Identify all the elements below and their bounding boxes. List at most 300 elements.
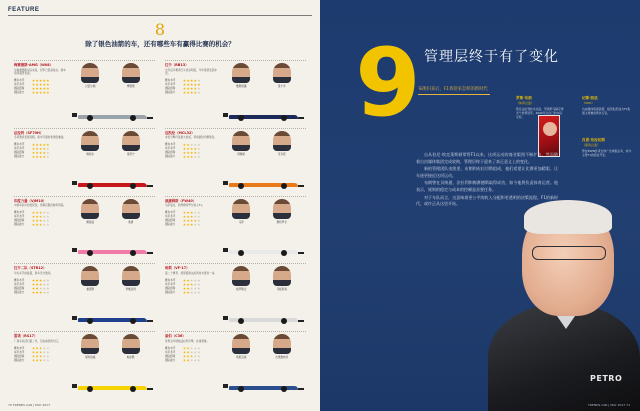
car-wing-f bbox=[147, 388, 153, 390]
stars bbox=[32, 355, 49, 358]
driver-name: 塞恩斯 bbox=[86, 288, 95, 292]
sidebar-left-title: 罗斯·布朗 bbox=[516, 96, 532, 100]
stars bbox=[183, 147, 200, 150]
driver-face-icon bbox=[232, 63, 250, 83]
rating-label: 赛车水平 bbox=[14, 143, 25, 147]
section-tag: FEATURE bbox=[8, 7, 40, 13]
sidebar-mid-text: 曾在ESPN负责全球广告销售业务，如今主管F1的商业开发。 bbox=[582, 149, 632, 158]
sidebar-top bbox=[582, 96, 632, 115]
stars bbox=[32, 215, 49, 218]
car-wing-r bbox=[72, 384, 77, 388]
stars bbox=[32, 347, 49, 350]
team-rating bbox=[165, 143, 217, 159]
wheel bbox=[130, 115, 136, 121]
star-icon bbox=[190, 291, 193, 294]
rating-row bbox=[14, 223, 66, 227]
star-icon bbox=[43, 83, 46, 86]
driver-name: 马格努森 bbox=[276, 288, 287, 292]
driver-face-icon bbox=[81, 334, 99, 354]
car-icon bbox=[72, 112, 153, 122]
stars bbox=[183, 291, 200, 294]
stars bbox=[183, 215, 200, 218]
sidebar-left-text: 曾任法拉利技术总监，带领舒马赫夺得多个世界冠军，2009年以自己的车队夺冠。 bbox=[516, 107, 564, 120]
star-icon bbox=[197, 83, 200, 86]
star-icon bbox=[43, 359, 46, 362]
star-icon bbox=[39, 87, 42, 90]
star-icon bbox=[43, 283, 46, 286]
star-icon bbox=[46, 279, 49, 282]
driver bbox=[114, 334, 148, 359]
driver bbox=[73, 63, 107, 88]
team-name: 法拉利（SF70H） bbox=[14, 130, 44, 135]
stars bbox=[32, 279, 49, 282]
team-card bbox=[14, 263, 155, 327]
rating-label: 赛车水平 bbox=[14, 78, 25, 82]
stars bbox=[183, 359, 200, 362]
star-icon bbox=[43, 279, 46, 282]
team-description: 本田引擎仍是最大短板，季前测试问题频发。 bbox=[165, 136, 217, 140]
driver-face-icon bbox=[81, 131, 99, 151]
drivers bbox=[66, 131, 155, 156]
driver bbox=[73, 131, 107, 156]
star-icon bbox=[190, 283, 193, 286]
star-icon bbox=[197, 347, 200, 350]
star-icon bbox=[197, 155, 200, 158]
star-icon bbox=[43, 91, 46, 94]
driver bbox=[265, 199, 299, 224]
rating-label: 团队能力 bbox=[14, 358, 25, 362]
driver bbox=[265, 131, 299, 156]
rating-label: 团队经验 bbox=[14, 286, 25, 290]
star-icon bbox=[187, 91, 190, 94]
team-text bbox=[14, 334, 66, 395]
wheel bbox=[87, 386, 93, 392]
sidebar-top-subtitle: （CEO） bbox=[582, 101, 595, 105]
star-icon bbox=[194, 83, 197, 86]
team-card bbox=[14, 196, 155, 260]
star-icon bbox=[39, 359, 42, 362]
rating-label: 团队经验 bbox=[14, 218, 25, 222]
driver-face-icon bbox=[122, 199, 140, 219]
driver-face-icon bbox=[273, 63, 291, 83]
driver-name: 阿隆索 bbox=[237, 152, 246, 156]
team-visual bbox=[66, 199, 155, 260]
driver bbox=[73, 199, 107, 224]
team-text bbox=[165, 266, 217, 327]
star-icon bbox=[183, 91, 186, 94]
star-icon bbox=[194, 279, 197, 282]
driver-face-icon bbox=[122, 334, 140, 354]
star-icon bbox=[197, 91, 200, 94]
car-wing-f bbox=[298, 388, 304, 390]
team-visual bbox=[66, 131, 155, 192]
drivers bbox=[66, 334, 155, 359]
star-icon bbox=[46, 355, 49, 358]
star-icon bbox=[39, 223, 42, 226]
team-text bbox=[165, 131, 217, 192]
ross-brawn-portrait bbox=[488, 200, 640, 411]
rating-label: 车手水平 bbox=[165, 82, 176, 86]
rating-label: 团队经验 bbox=[165, 286, 176, 290]
star-icon bbox=[43, 355, 46, 358]
team-text bbox=[14, 131, 66, 192]
star-icon bbox=[32, 215, 35, 218]
stars bbox=[32, 83, 49, 86]
rating-label: 车手水平 bbox=[165, 282, 176, 286]
rating-label: 车手水平 bbox=[14, 147, 25, 151]
car-wing-f bbox=[147, 185, 153, 187]
car-wing-r bbox=[72, 316, 77, 320]
star-icon bbox=[190, 87, 193, 90]
star-icon bbox=[190, 219, 193, 222]
star-icon bbox=[46, 155, 49, 158]
star-icon bbox=[183, 287, 186, 290]
star-icon bbox=[197, 287, 200, 290]
driver-name: 范多恩 bbox=[277, 152, 286, 156]
stars bbox=[183, 79, 200, 82]
drivers bbox=[66, 63, 155, 88]
star-icon bbox=[36, 79, 39, 82]
star-icon bbox=[36, 91, 39, 94]
rating-row bbox=[14, 91, 66, 95]
rating-label: 团队经验 bbox=[14, 354, 25, 358]
team-rating bbox=[165, 211, 217, 227]
star-icon bbox=[43, 147, 46, 150]
car-wing-r bbox=[223, 316, 228, 320]
driver bbox=[224, 131, 258, 156]
stars bbox=[32, 287, 49, 290]
star-icon bbox=[183, 355, 186, 358]
wheel bbox=[238, 386, 244, 392]
wheel bbox=[238, 250, 244, 256]
star-icon bbox=[183, 79, 186, 82]
body-paragraph: 布朗曾在贝纳通、法拉利和梅赛德斯取得成功，如今他将负责体育运营。他表示，规则的稳定与成本的控制是首要任务。 bbox=[416, 180, 558, 192]
stars bbox=[183, 223, 200, 226]
star-icon bbox=[46, 83, 49, 86]
team-card bbox=[14, 60, 155, 124]
star-icon bbox=[46, 79, 49, 82]
team-visual bbox=[217, 131, 306, 192]
star-icon bbox=[194, 87, 197, 90]
rating-label: 车手水平 bbox=[165, 350, 176, 354]
rating-label: 团队能力 bbox=[165, 358, 176, 362]
star-icon bbox=[43, 351, 46, 354]
team-description: 年轻车手的摇篮，新车设计激进。 bbox=[14, 271, 53, 275]
team-description: 使用去年规格法拉利引擎，处境艰难。 bbox=[165, 339, 210, 343]
stars bbox=[183, 279, 200, 282]
team-text bbox=[165, 199, 217, 260]
driver-name: 格罗斯让 bbox=[236, 288, 247, 292]
team-card bbox=[165, 196, 306, 260]
star-icon bbox=[39, 143, 42, 146]
car-wing-r bbox=[223, 181, 228, 185]
star-icon bbox=[39, 351, 42, 354]
star-icon bbox=[32, 151, 35, 154]
star-icon bbox=[36, 87, 39, 90]
star-icon bbox=[190, 155, 193, 158]
rating-label: 团队经验 bbox=[165, 354, 176, 358]
drivers bbox=[66, 199, 155, 224]
star-icon bbox=[187, 291, 190, 294]
body-paragraph: 新的管理团队由凯里、布朗和布拉切斯组成，他们希望让比赛更加精彩，让车迷更接近这项运动。 bbox=[416, 166, 558, 178]
star-icon bbox=[43, 223, 46, 226]
body-paragraph: 对于车队而言，这意味着更公平的收入分配和更透明的决策流程。F1的新时代，或许正从这里开始。 bbox=[416, 194, 558, 207]
driver bbox=[224, 266, 258, 291]
team-description: 第二个赛季，希望借助法拉利技术更进一步。 bbox=[165, 271, 217, 275]
star-icon bbox=[187, 155, 190, 158]
star-icon bbox=[39, 211, 42, 214]
star-icon bbox=[36, 355, 39, 358]
stars bbox=[32, 155, 49, 158]
rating-row bbox=[165, 290, 217, 294]
star-icon bbox=[183, 155, 186, 158]
star-icon bbox=[197, 359, 200, 362]
driver-face-icon bbox=[232, 334, 250, 354]
rating-label: 团队经验 bbox=[165, 151, 176, 155]
car-wing-r bbox=[72, 248, 77, 252]
star-icon bbox=[183, 283, 186, 286]
rating-label: 团队经验 bbox=[165, 218, 176, 222]
star-icon bbox=[32, 79, 35, 82]
car-wing-r bbox=[223, 384, 228, 388]
star-icon bbox=[194, 219, 197, 222]
star-icon bbox=[46, 151, 49, 154]
car-icon bbox=[72, 315, 153, 325]
star-icon bbox=[39, 291, 42, 294]
star-icon bbox=[36, 291, 39, 294]
star-icon bbox=[32, 211, 35, 214]
star-icon bbox=[36, 83, 39, 86]
car-icon bbox=[223, 247, 304, 257]
team-name: 红牛二队（STR12） bbox=[14, 266, 47, 271]
star-icon bbox=[194, 355, 197, 358]
car-wing-f bbox=[147, 252, 153, 254]
star-icon bbox=[183, 147, 186, 150]
team-text bbox=[165, 334, 217, 395]
star-icon bbox=[39, 355, 42, 358]
star-icon bbox=[32, 279, 35, 282]
driver-name: 佩雷兹 bbox=[86, 220, 95, 224]
star-icon bbox=[194, 91, 197, 94]
stars bbox=[32, 223, 49, 226]
car-wing-r bbox=[223, 248, 228, 252]
star-icon bbox=[43, 215, 46, 218]
star-icon bbox=[43, 79, 46, 82]
star-icon bbox=[190, 211, 193, 214]
star-icon bbox=[187, 215, 190, 218]
team-description: 去年后半赛季红牛进步明显，今年希望发起冲击。 bbox=[165, 68, 217, 76]
team-name: 梅赛德斯-AMG（W08） bbox=[14, 63, 53, 67]
star-icon bbox=[197, 279, 200, 282]
star-icon bbox=[32, 91, 35, 94]
star-icon bbox=[46, 143, 49, 146]
team-visual bbox=[217, 199, 306, 260]
star-icon bbox=[46, 287, 49, 290]
driver-name: 斯特罗尔 bbox=[276, 220, 287, 224]
car-wing-f bbox=[298, 320, 304, 322]
star-icon bbox=[197, 219, 200, 222]
driver bbox=[114, 199, 148, 224]
star-icon bbox=[194, 283, 197, 286]
star-icon bbox=[46, 283, 49, 286]
team-name: 红牛（RB13） bbox=[165, 63, 189, 67]
star-icon bbox=[39, 147, 42, 150]
star-icon bbox=[183, 87, 186, 90]
stars bbox=[32, 87, 49, 90]
team-description: 中游车队中的佼佼者，预算有限但效率很高。 bbox=[14, 204, 66, 208]
star-icon bbox=[36, 215, 39, 218]
star-icon bbox=[194, 215, 197, 218]
driver-name: 博塔斯 bbox=[126, 85, 135, 88]
driver bbox=[73, 334, 107, 359]
driver bbox=[73, 266, 107, 291]
glasses-icon bbox=[532, 246, 606, 260]
driver-name: 里卡多 bbox=[277, 85, 286, 88]
team-card bbox=[165, 60, 306, 124]
star-icon bbox=[46, 215, 49, 218]
star-icon bbox=[32, 83, 35, 86]
star-icon bbox=[187, 359, 190, 362]
rating-label: 团队能力 bbox=[14, 155, 25, 159]
driver-face-icon bbox=[273, 131, 291, 151]
rating-label: 团队经验 bbox=[14, 151, 25, 155]
star-icon bbox=[46, 87, 49, 90]
stars bbox=[183, 155, 200, 158]
driver bbox=[114, 63, 148, 88]
star-icon bbox=[36, 287, 39, 290]
team-rating bbox=[165, 346, 217, 362]
star-icon bbox=[32, 143, 35, 146]
star-icon bbox=[187, 79, 190, 82]
rating-label: 赛车水平 bbox=[165, 78, 176, 82]
driver-face-icon bbox=[81, 199, 99, 219]
car-icon bbox=[223, 383, 304, 393]
star-icon bbox=[194, 351, 197, 354]
star-icon bbox=[43, 87, 46, 90]
driver-face-icon bbox=[81, 63, 99, 83]
star-icon bbox=[187, 355, 190, 358]
driver bbox=[265, 63, 299, 88]
star-icon bbox=[43, 155, 46, 158]
star-icon bbox=[36, 351, 39, 354]
article-title: 管理层终于有了变化 bbox=[424, 49, 559, 65]
subtitle-rule bbox=[418, 94, 490, 95]
stars bbox=[183, 83, 200, 86]
car-icon bbox=[72, 247, 153, 257]
driver bbox=[224, 334, 258, 359]
wheel bbox=[281, 115, 287, 121]
star-icon bbox=[32, 87, 35, 90]
driver-face-icon bbox=[232, 199, 250, 219]
star-icon bbox=[43, 347, 46, 350]
drivers bbox=[217, 63, 306, 88]
team-visual bbox=[217, 63, 306, 124]
team-description: 对梅赛德斯车队来说，冠军已经是常态。新车延续强势表现。 bbox=[14, 68, 66, 76]
driver-name: 科维亚特 bbox=[125, 288, 136, 292]
rating-label: 团队能力 bbox=[14, 290, 25, 294]
star-icon bbox=[197, 151, 200, 154]
rating-row bbox=[165, 223, 217, 227]
stars bbox=[32, 211, 49, 214]
stars bbox=[183, 219, 200, 222]
rating-label: 团队经验 bbox=[14, 86, 25, 90]
rating-label: 团队经验 bbox=[165, 86, 176, 90]
star-icon bbox=[187, 219, 190, 222]
car-wing-f bbox=[147, 117, 153, 119]
star-icon bbox=[43, 287, 46, 290]
star-icon bbox=[36, 283, 39, 286]
star-icon bbox=[187, 287, 190, 290]
star-icon bbox=[190, 355, 193, 358]
left-page-title: 除了银色油箭的车，还有哪些车有赢得比赛的机会？ bbox=[85, 40, 235, 48]
star-icon bbox=[187, 347, 190, 350]
driver-name: 帕尔默 bbox=[126, 356, 135, 360]
team-visual bbox=[66, 334, 155, 395]
star-icon bbox=[43, 219, 46, 222]
driver-face-icon bbox=[122, 63, 140, 83]
team-visual bbox=[217, 334, 306, 395]
team-rating bbox=[165, 278, 217, 294]
hair bbox=[524, 200, 612, 234]
star-icon bbox=[183, 83, 186, 86]
driver bbox=[224, 199, 258, 224]
star-icon bbox=[194, 79, 197, 82]
rating-row bbox=[14, 155, 66, 159]
team-name: 印度力量（VJM10） bbox=[14, 198, 47, 203]
star-icon bbox=[36, 211, 39, 214]
star-icon bbox=[36, 347, 39, 350]
car-icon bbox=[223, 180, 304, 190]
star-icon bbox=[197, 291, 200, 294]
driver-name: 莱科宁 bbox=[126, 152, 135, 156]
sidebar-top-text: 自由媒体集团高管，接替伯尼成为F1集团主席兼首席执行官。 bbox=[582, 107, 631, 116]
team-text bbox=[14, 63, 66, 124]
team-rating bbox=[14, 346, 66, 362]
star-icon bbox=[190, 351, 193, 354]
star-icon bbox=[46, 291, 49, 294]
rating-row bbox=[165, 358, 217, 362]
team-rating bbox=[14, 278, 66, 294]
driver-face-icon bbox=[273, 199, 291, 219]
rating-label: 赛车水平 bbox=[14, 210, 25, 214]
team-card bbox=[14, 128, 155, 192]
star-icon bbox=[183, 359, 186, 362]
star-icon bbox=[190, 151, 193, 154]
driver-name: 维特尔 bbox=[86, 152, 95, 156]
team-name: 迈凯伦（MCL32） bbox=[165, 130, 195, 135]
rating-row bbox=[14, 290, 66, 294]
star-icon bbox=[32, 347, 35, 350]
star-icon bbox=[43, 211, 46, 214]
team-visual bbox=[217, 266, 306, 327]
sidebar-left-subtitle: （体育总监） bbox=[516, 101, 535, 105]
star-icon bbox=[194, 211, 197, 214]
team-card bbox=[14, 331, 155, 395]
stars bbox=[32, 359, 49, 362]
star-icon bbox=[194, 155, 197, 158]
star-icon bbox=[183, 151, 186, 154]
wheel bbox=[281, 386, 287, 392]
star-icon bbox=[183, 211, 186, 214]
car-icon bbox=[72, 383, 153, 393]
car-wing-r bbox=[72, 113, 77, 117]
rating-label: 赛车水平 bbox=[165, 210, 176, 214]
rating-label: 车手水平 bbox=[14, 214, 25, 218]
driver-name: 奥康 bbox=[128, 220, 134, 224]
star-icon bbox=[32, 283, 35, 286]
stars bbox=[183, 351, 200, 354]
team-text bbox=[14, 199, 66, 260]
